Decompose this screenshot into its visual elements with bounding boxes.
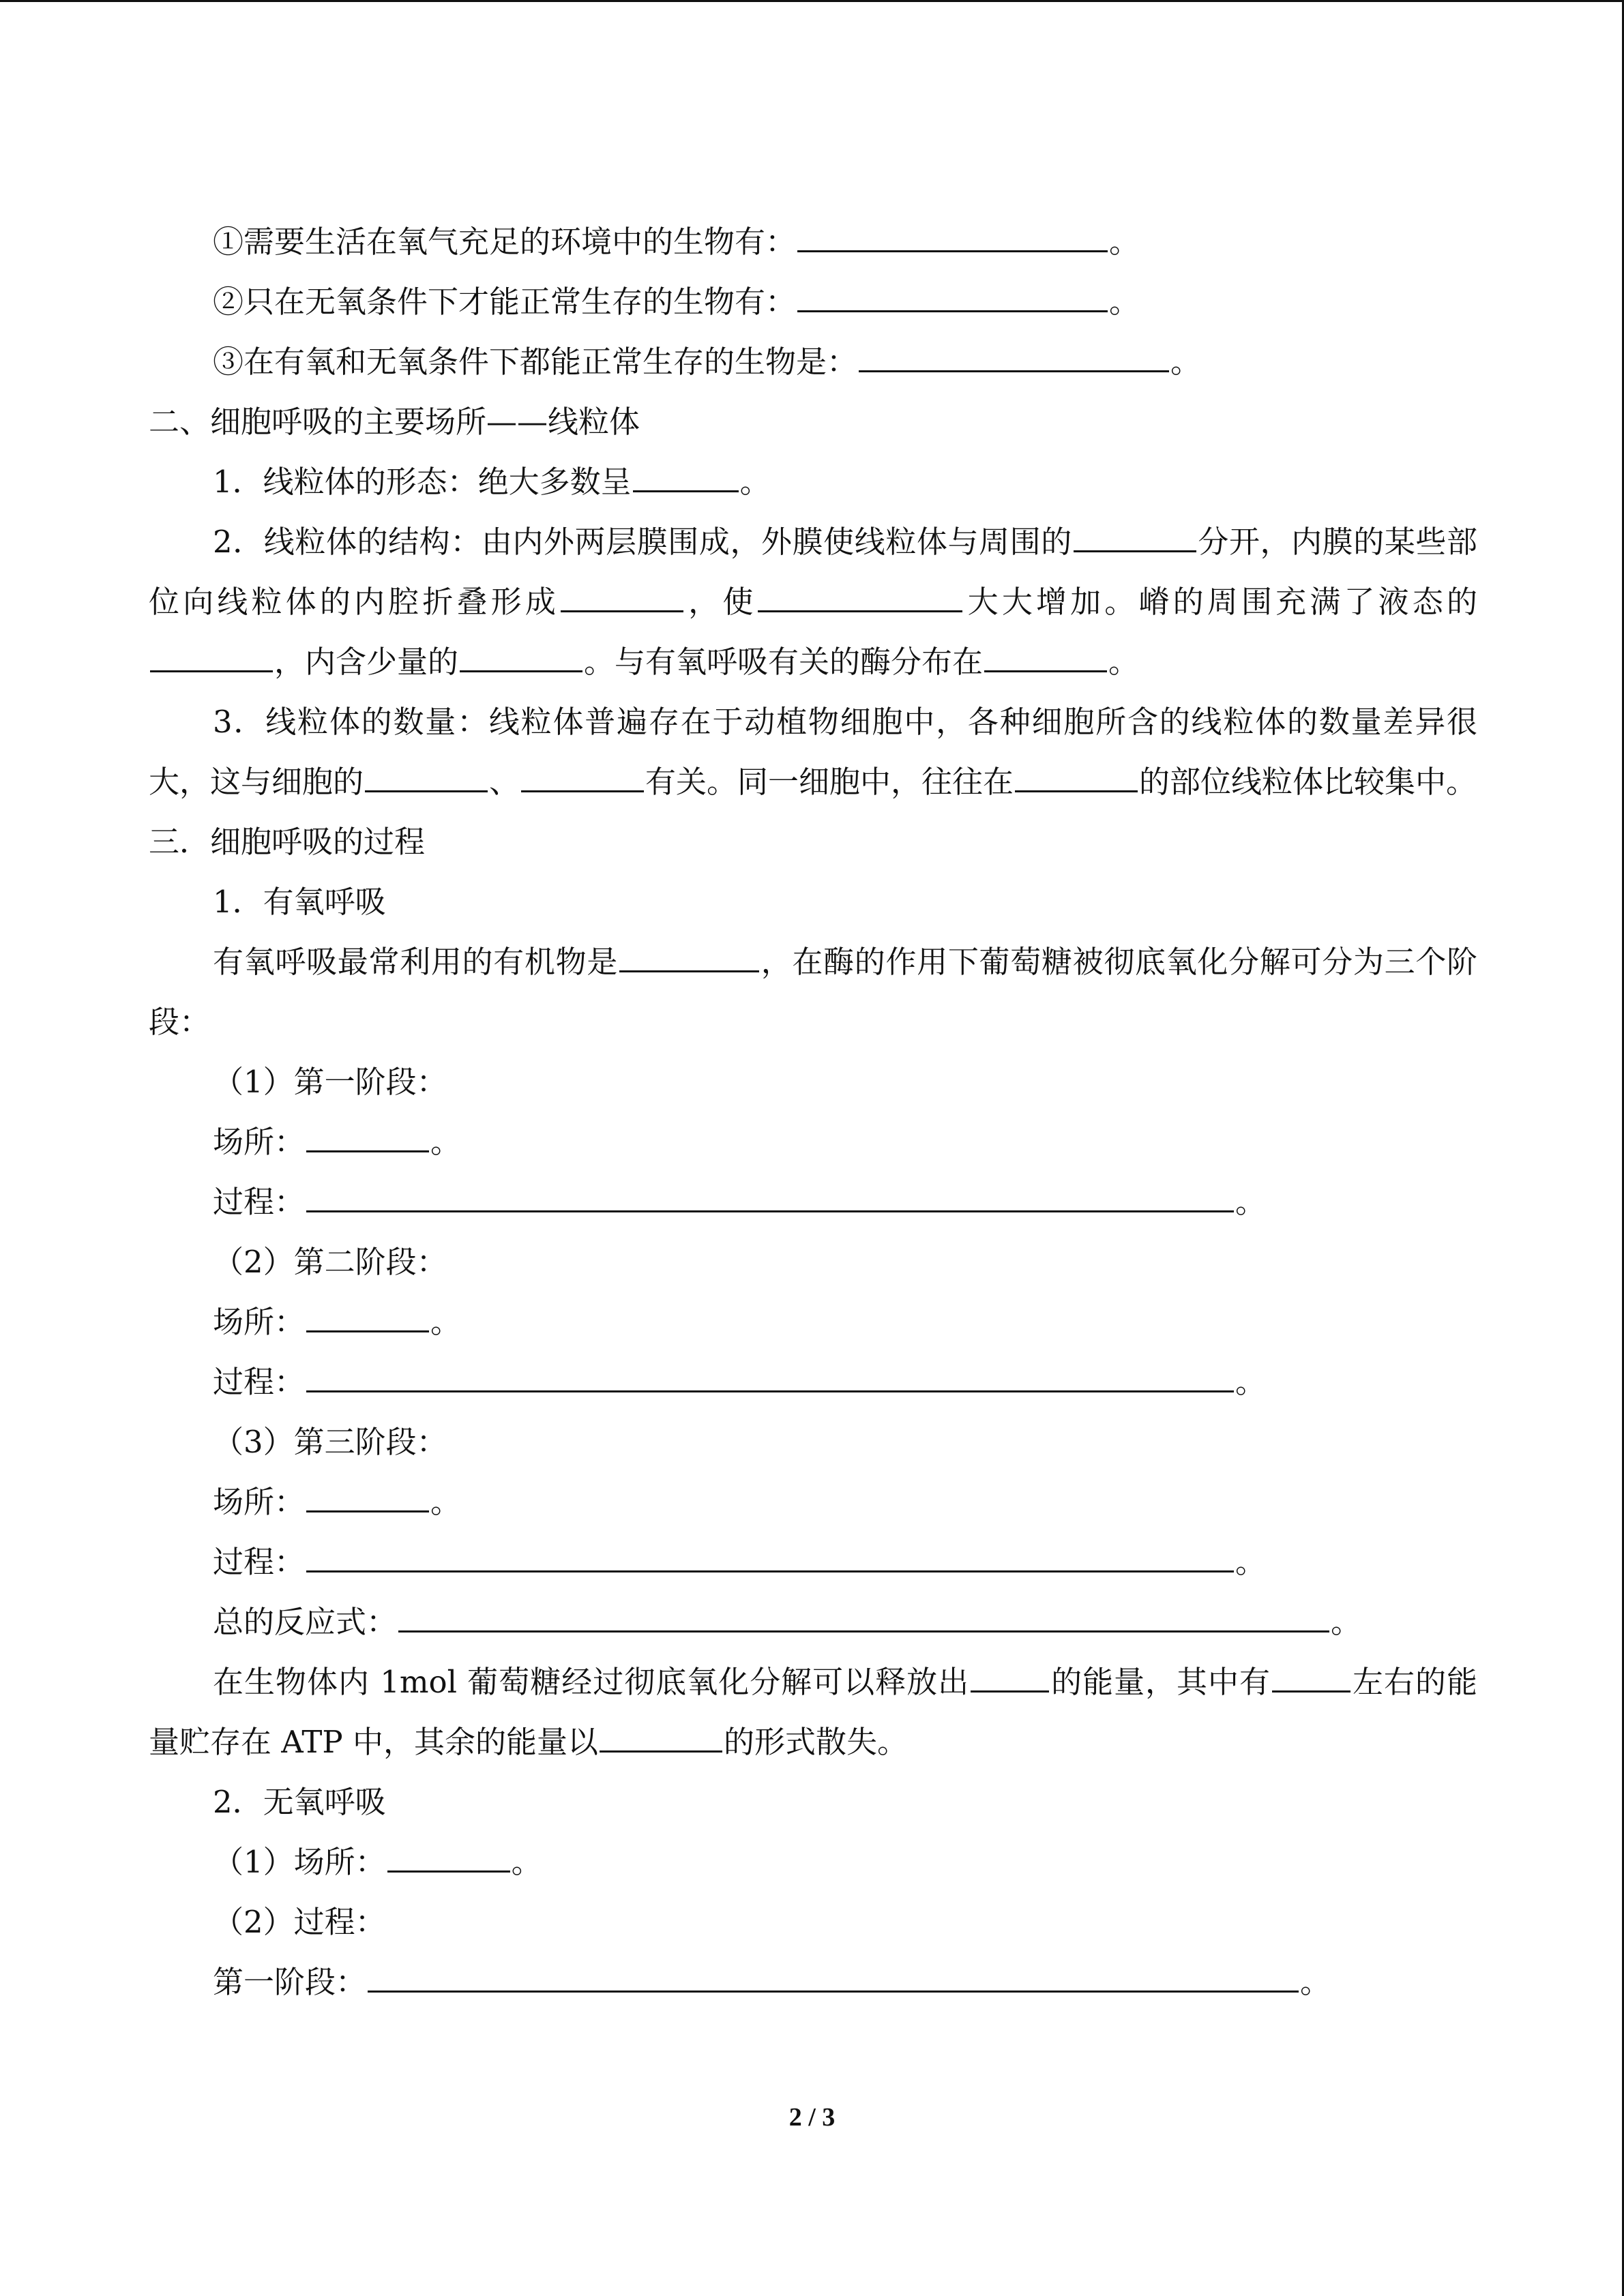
stage-1-process: 过程： 。	[149, 1172, 1477, 1232]
answer-blank[interactable]	[398, 1600, 1329, 1632]
answer-blank[interactable]	[306, 1180, 1234, 1212]
answer-blank[interactable]	[633, 460, 739, 492]
anaerobic-place: （1）场所： 。	[149, 1832, 1477, 1892]
answer-blank[interactable]	[797, 280, 1108, 312]
answer-blank[interactable]	[971, 1660, 1049, 1693]
stage-3-place: 场所： 。	[149, 1472, 1477, 1532]
answer-blank[interactable]	[1074, 520, 1196, 552]
total-equation-line: 总的反应式： 。	[149, 1592, 1477, 1652]
stage-2-heading: （2）第二阶段：	[213, 1244, 447, 1280]
answer-blank[interactable]	[1015, 760, 1138, 792]
stage-2-process: 过程： 。	[149, 1352, 1477, 1412]
stage-1-place: 场所： 。	[149, 1112, 1477, 1172]
subsection-aerobic: 1．有氧呼吸	[213, 884, 386, 920]
energy-paragraph: 在生物体内 1mol 葡萄糖经过彻底氧化分解可以释放出 的能量，其中有 左右的能量贮存在 ATP 中，其余的能量以 的形式散失。	[149, 1652, 1477, 1772]
answer-blank[interactable]	[859, 340, 1169, 372]
answer-blank[interactable]	[600, 1720, 722, 1753]
answer-blank[interactable]	[150, 640, 273, 672]
answer-blank[interactable]	[1272, 1660, 1350, 1693]
question-line-3: ③在有氧和无氧条件下都能正常生存的生物是： 。	[149, 332, 1477, 392]
stage-3-heading: （3）第三阶段：	[213, 1424, 447, 1460]
answer-blank[interactable]	[368, 1960, 1299, 1993]
answer-blank[interactable]	[521, 760, 644, 792]
answer-blank[interactable]	[306, 1300, 429, 1332]
answer-blank[interactable]	[306, 1540, 1234, 1572]
answer-blank[interactable]	[758, 580, 962, 612]
mito-structure-paragraph: 2．线粒体的结构：由内外两层膜围成，外膜使线粒体与周围的 分开，内膜的某些部位向线粒体的内腔折叠形成 ，使 大大增加。嵴的周围充满了液态的，内含少量的 。与有氧呼吸有关的酶分布在 。	[149, 512, 1477, 692]
worksheet-body	[149, 212, 1477, 2012]
answer-blank[interactable]	[797, 220, 1108, 252]
answer-blank[interactable]	[460, 640, 582, 672]
mito-count-paragraph: 3．线粒体的数量：线粒体普遍存在于动植物细胞中，各种细胞所含的线粒体的数量差异很大，这与细胞的 、 有关。同一细胞中，往往在 的部位线粒体比较集中。	[149, 704, 1477, 800]
aerobic-intro-paragraph: 有氧呼吸最常利用的有机物是 ，在酶的作用下葡萄糖被彻底氧化分解可分为三个阶段：	[149, 932, 1477, 1052]
answer-blank[interactable]	[984, 640, 1107, 672]
subsection-anaerobic: 2．无氧呼吸	[213, 1784, 386, 1820]
answer-blank[interactable]	[306, 1480, 429, 1512]
question-line-2: ②只在无氧条件下才能正常生存的生物有： 。	[149, 272, 1477, 332]
page-number: 2 / 3	[788, 2103, 836, 2132]
answer-blank[interactable]	[306, 1120, 429, 1152]
mito-shape-line: 1．线粒体的形态：绝大多数呈 。	[149, 452, 1477, 512]
answer-blank[interactable]	[619, 940, 759, 972]
anaerobic-stage-1: 第一阶段： 。	[149, 1952, 1477, 2012]
answer-blank[interactable]	[365, 760, 488, 792]
stage-2-place: 场所： 。	[149, 1292, 1477, 1352]
stage-3-process: 过程： 。	[149, 1532, 1477, 1592]
section-heading-2: 二、细胞呼吸的主要场所——线粒体	[149, 404, 640, 440]
section-heading-3: 三．细胞呼吸的过程	[149, 824, 426, 860]
answer-blank[interactable]	[306, 1360, 1234, 1392]
anaerobic-process-heading: （2）过程：	[213, 1904, 386, 1940]
stage-1-heading: （1）第一阶段：	[213, 1064, 447, 1100]
answer-blank[interactable]	[387, 1840, 510, 1873]
answer-blank[interactable]	[561, 580, 683, 612]
question-line-1: ①需要生活在氧气充足的环境中的生物有： 。	[149, 212, 1477, 272]
